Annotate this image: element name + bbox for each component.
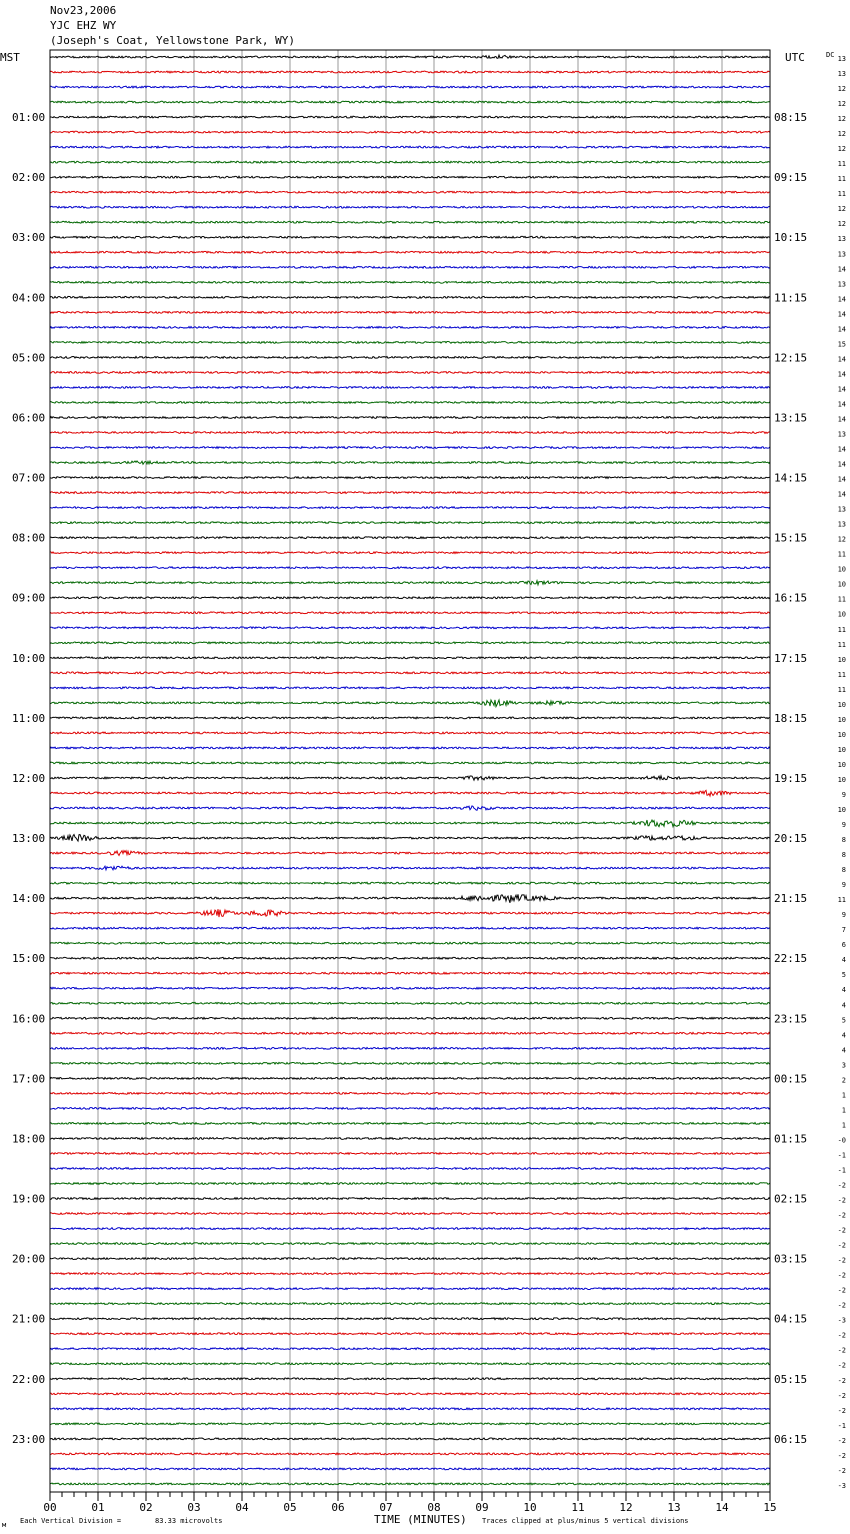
seismic-trace	[50, 672, 770, 674]
seismic-trace	[50, 882, 770, 884]
left-time-label: 03:00	[12, 231, 46, 245]
dc-offset-value: 14	[837, 415, 846, 424]
seismic-trace	[50, 311, 770, 313]
corner-mark: м	[2, 1521, 7, 1529]
dc-offset-value: 13	[837, 70, 846, 78]
right-time-label: 16:15	[774, 591, 808, 605]
right-time-label: 18:15	[774, 711, 808, 725]
dc-offset-value: -0	[837, 1136, 846, 1145]
dc-offset-value: 14	[837, 490, 846, 499]
dc-offset-value: 13	[837, 505, 846, 514]
dc-offset-value: 11	[837, 640, 846, 649]
seismic-trace	[50, 402, 770, 404]
left-time-label: 10:00	[12, 651, 46, 665]
seismic-trace	[50, 1468, 770, 1470]
seismic-trace	[50, 492, 770, 494]
seismic-trace	[50, 1378, 770, 1380]
seismic-trace	[50, 1092, 770, 1094]
seismic-trace	[50, 1047, 770, 1049]
right-timezone-label: UTC	[785, 51, 805, 64]
right-time-label: 20:15	[774, 832, 808, 845]
dc-offset-value: 11	[837, 625, 846, 634]
vertical-division-label: Each Vertical Division =	[20, 1517, 122, 1525]
dc-offset-value: 8	[841, 866, 846, 875]
left-time-label: 21:00	[12, 1312, 46, 1326]
dc-label: DC	[826, 51, 835, 59]
plot-date: Nov23,2006	[50, 4, 117, 17]
seismic-trace	[50, 806, 770, 810]
left-time-label: 01:00	[12, 111, 46, 125]
dc-offset-value: -2	[837, 1181, 846, 1190]
dc-offset-value: -2	[837, 1466, 846, 1475]
x-tick-label: 14	[715, 1501, 729, 1514]
seismic-trace	[50, 687, 770, 689]
seismic-trace	[50, 1453, 770, 1455]
right-time-label: 12:15	[774, 351, 808, 365]
left-time-label: 13:00	[12, 832, 46, 845]
dc-offset-value: -2	[837, 1361, 846, 1370]
dc-offset-value: 12	[837, 115, 846, 124]
seismic-trace	[50, 1438, 770, 1440]
right-time-label: 10:15	[774, 231, 808, 245]
left-timezone-label: MST	[0, 51, 20, 64]
seismic-trace	[50, 1032, 770, 1034]
dc-offset-value: -2	[837, 1256, 846, 1265]
seismic-trace	[50, 281, 770, 283]
seismic-trace	[50, 1017, 770, 1019]
left-time-label: 09:00	[12, 591, 46, 605]
dc-offset-value: 13	[837, 250, 846, 259]
station-title: YJC EHZ WY	[50, 19, 117, 32]
right-time-label: 09:15	[774, 171, 808, 185]
dc-offset-value: 4	[841, 1001, 846, 1010]
dc-offset-value: 13	[837, 520, 846, 529]
right-time-label: 06:15	[774, 1432, 808, 1446]
dc-offset-value: 13	[837, 430, 846, 439]
seismic-trace	[50, 1183, 770, 1185]
seismic-trace	[50, 221, 770, 223]
dc-offset-value: 13	[837, 280, 846, 289]
dc-offset-value: 12	[837, 145, 846, 154]
dc-offset-value: 10	[837, 776, 846, 784]
seismic-trace	[50, 987, 770, 989]
dc-offset-value: 4	[841, 956, 846, 965]
dc-offset-value: 9	[841, 791, 846, 799]
x-axis-title: TIME (MINUTES)	[374, 1513, 467, 1526]
seismic-trace	[50, 1228, 770, 1230]
dc-offset-value: 5	[841, 971, 846, 980]
x-tick-label: 08	[427, 1501, 441, 1514]
seismic-trace	[50, 161, 770, 163]
seismic-trace	[50, 417, 770, 419]
seismic-trace	[50, 101, 770, 103]
x-tick-label: 05	[283, 1501, 297, 1514]
left-time-label: 19:00	[12, 1192, 46, 1206]
dc-offset-value: 14	[837, 460, 846, 469]
dc-offset-value: 4	[841, 1031, 846, 1040]
left-time-label: 23:00	[12, 1432, 46, 1446]
right-time-label: 17:15	[774, 651, 808, 665]
left-time-label: 04:00	[12, 291, 46, 305]
seismic-trace	[50, 461, 770, 464]
right-time-label: 03:15	[774, 1252, 808, 1266]
seismic-trace	[50, 1243, 770, 1245]
seismic-trace	[50, 341, 770, 343]
dc-offset-value: 1	[841, 1106, 846, 1115]
right-time-label: 11:15	[774, 291, 808, 305]
dc-offset-value: 12	[837, 535, 846, 544]
seismic-trace	[50, 612, 770, 614]
seismic-trace	[50, 851, 770, 856]
dc-offset-value: 14	[837, 475, 846, 484]
dc-offset-value: -2	[837, 1196, 846, 1205]
dc-offset-value: 14	[837, 310, 846, 319]
dc-offset-value: -2	[837, 1301, 846, 1310]
seismic-trace	[50, 146, 770, 148]
dc-offset-value: 10	[837, 565, 846, 574]
seismic-trace	[50, 776, 770, 780]
dc-offset-value: -2	[837, 1376, 846, 1385]
left-time-label: 18:00	[12, 1132, 46, 1146]
dc-offset-value: 14	[837, 295, 846, 304]
seismic-trace	[50, 581, 770, 585]
seismic-trace	[50, 1333, 770, 1335]
dc-offset-value: 9	[841, 881, 846, 890]
dc-offset-value: 9	[841, 821, 846, 829]
x-tick-label: 12	[619, 1501, 633, 1514]
seismic-trace	[50, 1002, 770, 1004]
seismic-trace	[50, 1273, 770, 1275]
dc-offset-value: 8	[841, 851, 846, 860]
dc-offset-value: 11	[837, 670, 846, 679]
seismic-trace	[50, 717, 770, 719]
dc-offset-value: -2	[837, 1226, 846, 1235]
x-tick-label: 13	[667, 1501, 681, 1514]
left-time-label: 16:00	[12, 1012, 46, 1026]
dc-offset-value: 14	[837, 325, 846, 334]
dc-offset-value: -1	[837, 1166, 846, 1175]
seismic-trace	[50, 477, 770, 479]
seismic-trace	[50, 552, 770, 554]
seismic-trace	[50, 567, 770, 569]
left-time-label: 20:00	[12, 1252, 46, 1266]
seismic-trace	[50, 790, 770, 796]
dc-offset-value: 11	[837, 160, 846, 169]
dc-offset-value: 12	[837, 85, 846, 93]
seismic-trace	[50, 972, 770, 974]
dc-offset-value: 11	[837, 550, 846, 559]
dc-offset-value: 7	[841, 926, 846, 935]
seismic-trace	[50, 206, 770, 208]
left-time-label: 17:00	[12, 1072, 46, 1086]
left-time-label: 11:00	[12, 711, 46, 725]
seismic-trace	[50, 927, 770, 929]
dc-offset-value: 15	[837, 340, 846, 349]
seismic-trace	[50, 1483, 770, 1485]
seismic-trace	[50, 1348, 770, 1350]
dc-offset-value: 2	[841, 1076, 846, 1085]
dc-offset-value: 6	[841, 941, 846, 950]
dc-offset-value: -2	[837, 1406, 846, 1415]
seismic-trace	[50, 894, 770, 902]
seismic-trace	[50, 1213, 770, 1215]
seismic-trace	[50, 1153, 770, 1155]
right-time-label: 05:15	[774, 1372, 808, 1386]
seismic-trace	[50, 642, 770, 644]
clip-note: Traces clipped at plus/minus 5 vertical divisions	[482, 1517, 689, 1525]
seismic-trace	[50, 1258, 770, 1260]
dc-offset-value: 14	[837, 370, 846, 379]
x-tick-label: 01	[91, 1501, 105, 1514]
seismic-trace	[50, 1318, 770, 1320]
dc-offset-value: 10	[837, 700, 846, 709]
dc-offset-value: -1	[837, 1151, 846, 1160]
seismic-trace	[50, 1303, 770, 1305]
seismic-trace	[50, 116, 770, 118]
seismic-trace	[50, 522, 770, 524]
dc-offset-value: 5	[841, 1016, 846, 1025]
dc-offset-value: 12	[837, 130, 846, 139]
microvolts-value: 83.33 microvolts	[155, 1517, 223, 1525]
x-tick-label: 07	[379, 1501, 393, 1514]
dc-offset-value: 1	[841, 1121, 846, 1130]
dc-offset-value: 12	[837, 205, 846, 214]
dc-offset-value: 13	[837, 55, 846, 63]
dc-offset-value: 10	[837, 610, 846, 619]
x-tick-label: 03	[187, 1501, 201, 1514]
dc-offset-value: 11	[837, 595, 846, 604]
seismic-trace	[50, 131, 770, 133]
dc-offset-value: 12	[837, 100, 846, 109]
right-time-label: 21:15	[774, 892, 808, 906]
x-tick-label: 02	[139, 1501, 153, 1514]
dc-offset-value: 10	[837, 730, 846, 739]
dc-offset-value: -2	[837, 1391, 846, 1400]
right-time-label: 13:15	[774, 411, 808, 425]
seismic-trace	[50, 387, 770, 389]
seismic-trace	[50, 326, 770, 328]
dc-offset-value: -2	[837, 1241, 846, 1250]
seismic-trace	[50, 1108, 770, 1110]
seismic-trace	[50, 1077, 770, 1079]
seismic-trace	[50, 732, 770, 734]
dc-offset-value: 4	[841, 986, 846, 995]
seismic-trace	[50, 236, 770, 238]
time-axis	[43, 1492, 776, 1514]
seismic-trace	[50, 296, 770, 298]
seismic-trace	[50, 909, 770, 917]
seismic-trace	[50, 1408, 770, 1410]
seismic-trace	[50, 866, 770, 870]
seismic-trace	[50, 537, 770, 539]
dc-offset-value: 14	[837, 385, 846, 394]
dc-offset-value: 14	[837, 265, 846, 274]
right-time-label: 08:15	[774, 111, 808, 125]
dc-offset-value: 14	[837, 445, 846, 454]
dc-offset-value: 10	[837, 760, 846, 769]
station-location: (Joseph's Coat, Yellowstone Park, WY)	[50, 34, 296, 47]
dc-offset-value: 12	[837, 220, 846, 229]
seismic-trace	[50, 432, 770, 434]
seismic-trace	[50, 191, 770, 193]
dc-offset-value: 10	[837, 806, 846, 814]
dc-offset-value: 11	[837, 896, 846, 905]
dc-offset-value: 3	[841, 1061, 846, 1070]
seismic-trace	[50, 507, 770, 509]
seismic-trace	[50, 1123, 770, 1125]
right-time-label: 19:15	[774, 772, 808, 785]
dc-offset-value: 9	[841, 911, 846, 920]
dc-offset-value: -2	[837, 1286, 846, 1295]
left-time-label: 12:00	[12, 772, 46, 785]
dc-offset-value: 10	[837, 745, 846, 754]
right-time-label: 02:15	[774, 1192, 808, 1206]
dc-offset-value: 13	[837, 235, 846, 244]
dc-offset-value: -2	[837, 1271, 846, 1280]
dc-offset-value: 11	[837, 175, 846, 184]
dc-offset-value: 1	[841, 1091, 846, 1100]
seismic-trace	[50, 1168, 770, 1170]
seismic-trace	[50, 942, 770, 944]
dc-offset-value: 4	[841, 1046, 846, 1055]
x-tick-label: 06	[331, 1501, 345, 1514]
seismic-trace	[50, 834, 770, 841]
dc-offset-value: -1	[837, 1421, 846, 1430]
x-tick-label: 11	[571, 1501, 585, 1514]
dc-offset-value: -2	[837, 1211, 846, 1220]
dc-offset-value: -2	[837, 1436, 846, 1445]
right-time-label: 14:15	[774, 471, 808, 485]
seismic-trace	[50, 762, 770, 764]
dc-offset-value: 14	[837, 355, 846, 364]
seismic-trace	[50, 1198, 770, 1200]
seismic-trace	[50, 372, 770, 374]
seismic-trace	[50, 176, 770, 178]
x-tick-label: 09	[475, 1501, 489, 1514]
right-time-label: 04:15	[774, 1312, 808, 1326]
right-time-label: 00:15	[774, 1072, 808, 1086]
dc-offset-value: -2	[837, 1331, 846, 1340]
x-tick-label: 10	[523, 1501, 537, 1514]
right-time-label: 23:15	[774, 1012, 808, 1026]
dc-offset-value: -3	[837, 1316, 846, 1325]
seismic-trace	[50, 957, 770, 959]
left-time-label: 08:00	[12, 531, 46, 545]
seismic-trace	[50, 1393, 770, 1395]
left-time-label: 15:00	[12, 952, 46, 966]
right-time-label: 01:15	[774, 1132, 808, 1146]
seismic-trace	[50, 597, 770, 599]
seismic-trace	[50, 251, 770, 253]
seismic-traces	[50, 55, 770, 1485]
dc-offset-value: 11	[837, 190, 846, 199]
x-tick-label: 00	[43, 1501, 57, 1514]
seismic-trace	[50, 71, 770, 73]
dc-offset-value: -2	[837, 1451, 846, 1460]
seismic-trace	[50, 1288, 770, 1290]
seismic-trace	[50, 1423, 770, 1425]
seismic-trace	[50, 627, 770, 629]
seismic-trace	[50, 357, 770, 359]
dc-offset-value: 11	[837, 685, 846, 694]
left-time-label: 06:00	[12, 411, 46, 425]
right-time-label: 22:15	[774, 952, 808, 966]
seismic-trace	[50, 820, 770, 827]
dc-offset-value: -2	[837, 1346, 846, 1355]
seismic-trace	[50, 1062, 770, 1064]
dc-offset-value: 10	[837, 655, 846, 664]
seismic-trace	[50, 1363, 770, 1365]
dc-offset-value: 10	[837, 580, 846, 589]
seismic-trace	[50, 1138, 770, 1140]
right-time-label: 15:15	[774, 531, 808, 545]
seismic-trace	[50, 657, 770, 659]
seismic-trace	[50, 447, 770, 449]
left-time-label: 07:00	[12, 471, 46, 485]
dc-offset-value: 14	[837, 400, 846, 409]
seismic-trace	[50, 747, 770, 749]
x-tick-label: 15	[763, 1501, 777, 1514]
left-time-label: 14:00	[12, 892, 46, 906]
dc-offset-value: 10	[837, 715, 846, 724]
dc-offset-value: 8	[841, 836, 846, 844]
seismic-trace	[50, 55, 770, 58]
left-time-label: 22:00	[12, 1372, 46, 1386]
dc-offset-value: -3	[837, 1481, 846, 1490]
seismic-trace	[50, 86, 770, 88]
left-time-label: 02:00	[12, 171, 46, 185]
x-tick-label: 04	[235, 1501, 249, 1514]
seismic-trace	[50, 700, 770, 707]
left-time-label: 05:00	[12, 351, 46, 365]
seismic-trace	[50, 266, 770, 268]
